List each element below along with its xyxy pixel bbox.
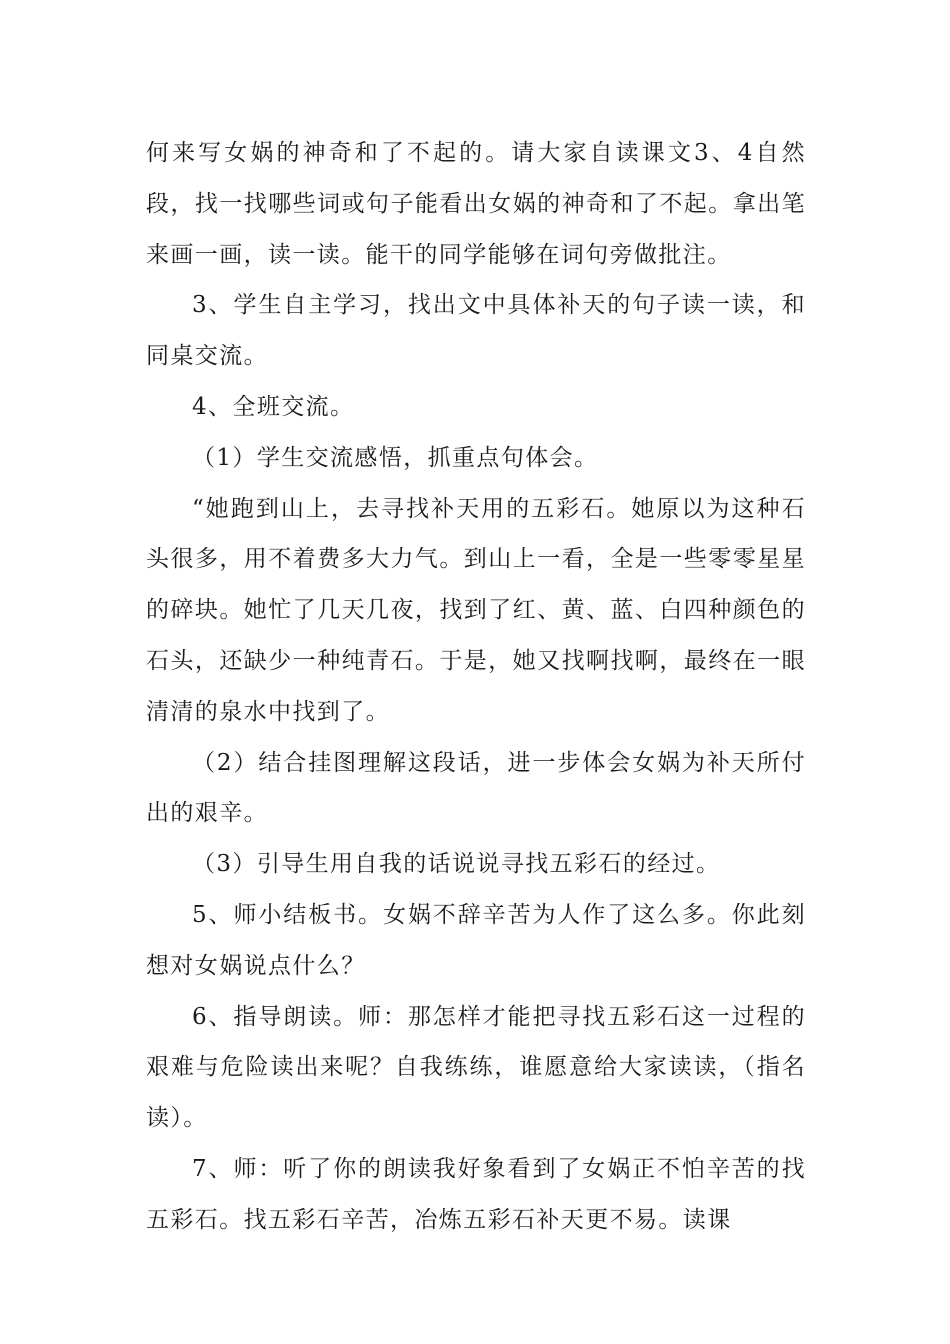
paragraph-step-6: 6、指导朗读。师：那怎样才能把寻找五彩石这一过程的艰难与危险读出来呢？自我练练，谁愿意给大家读读，（指名读）。 [146,1003,806,1132]
paragraph-step-4: 4、全班交流。 [192,393,355,420]
paragraph-step-5: 5、师小结板书。女娲不辞辛苦为人作了这么多。你此刻想对女娲说点什么？ [146,901,806,979]
paragraph-substep-2: （2）结合挂图理解这段话，进一步体会女娲为补天所付出的艰辛。 [146,749,806,827]
paragraph-substep-1: （1）学生交流感悟，抓重点句体会。 [192,444,599,471]
paragraph-substep-3: （3）引导生用自我的话说说寻找五彩石的经过。 [192,851,721,878]
paragraph-quote: “她跑到山上，去寻找补天用的五彩石。她原以为这种石头很多，用不着费多大力气。到山上一看，全是一些零零星星的碎块。她忙了几天几夜，找到了红、黄、蓝、白四种颜色的石头，还缺少一种纯青石。于是，她又找啊找啊，最终在一眼清清的泉水中找到了。 [146,495,806,725]
paragraph-step-3: 3、学生自主学习，找出文中具体补天的句子读一读，和同桌交流。 [146,292,806,370]
document-page [146,128,806,1246]
paragraph-step-7: 7、师：听了你的朗读我好象看到了女娲正不怕辛苦的找五彩石。找五彩石辛苦，冶炼五彩石补天更不易。读课 [146,1155,806,1233]
paragraph-continuation: 何来写女娲的神奇和了不起的。请大家自读课文3、4自然段，找一找哪些词或句子能看出女娲的神奇和了不起。拿出笔来画一画，读一读。能干的同学能够在词句旁做批注。 [146,140,806,268]
